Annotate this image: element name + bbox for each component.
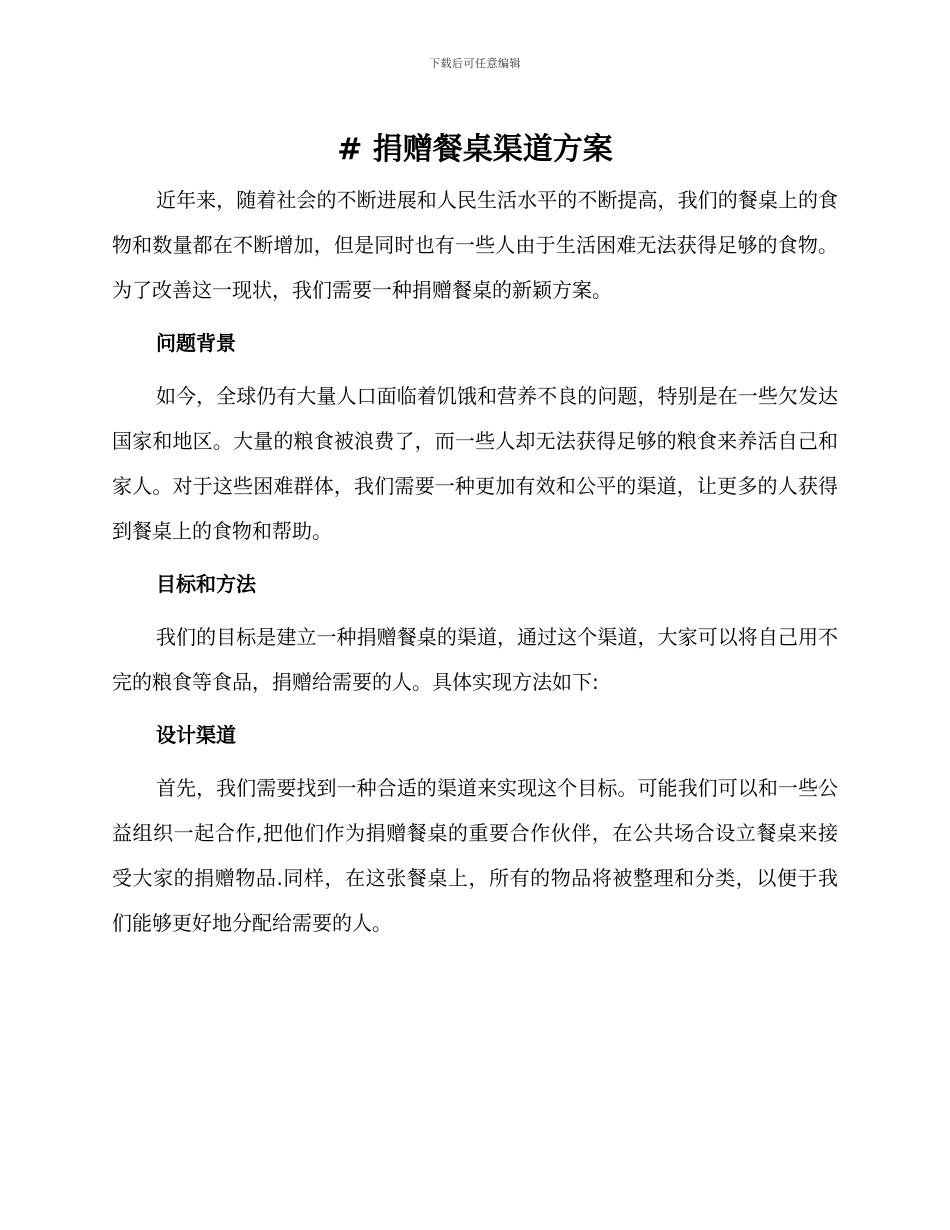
design-heading: 设计渠道: [156, 723, 236, 747]
background-paragraph: 如今，全球仍有大量人口面临着饥饿和营养不良的问题，特别是在一些欠发达国家和地区。大量的粮食被浪费了，而一些人却无法获得足够的粮食来养活自己和家人。对于这些困难群体，我们需要一种更加有效和公平的渠道，让更多的人获得到餐桌上的食物和帮助。: [112, 384, 838, 543]
document-title: # 捐赠餐桌渠道方案: [337, 132, 613, 167]
goal-heading: 目标和方法: [156, 572, 256, 596]
header-note: 下载后可任意编辑: [429, 57, 521, 70]
design-paragraph: 首先，我们需要找到一种合适的渠道来实现这个目标。可能我们可以和一些公益组织一起合作,把他们作为捐赠餐桌的重要合作伙伴，在公共场合设立餐桌来接受大家的捐赠物品.同样，在这张餐桌上，所有的物品将被整理和分类，以便于我们能够更好地分配给需要的人。: [112, 776, 838, 935]
goal-paragraph: 我们的目标是建立一种捐赠餐桌的渠道，通过这个渠道，大家可以将自己用不完的粮食等食品，捐赠给需要的人。具体实现方法如下:: [112, 625, 838, 694]
background-heading: 问题背景: [156, 331, 236, 355]
document-body: [112, 128, 838, 946]
intro-paragraph: 近年来，随着社会的不断进展和人民生活水平的不断提高，我们的餐桌上的食物和数量都在不断增加，但是同时也有一些人由于生活困难无法获得足够的食物。为了改善这一现状，我们需要一种捐赠餐桌的新颖方案。: [112, 188, 838, 302]
